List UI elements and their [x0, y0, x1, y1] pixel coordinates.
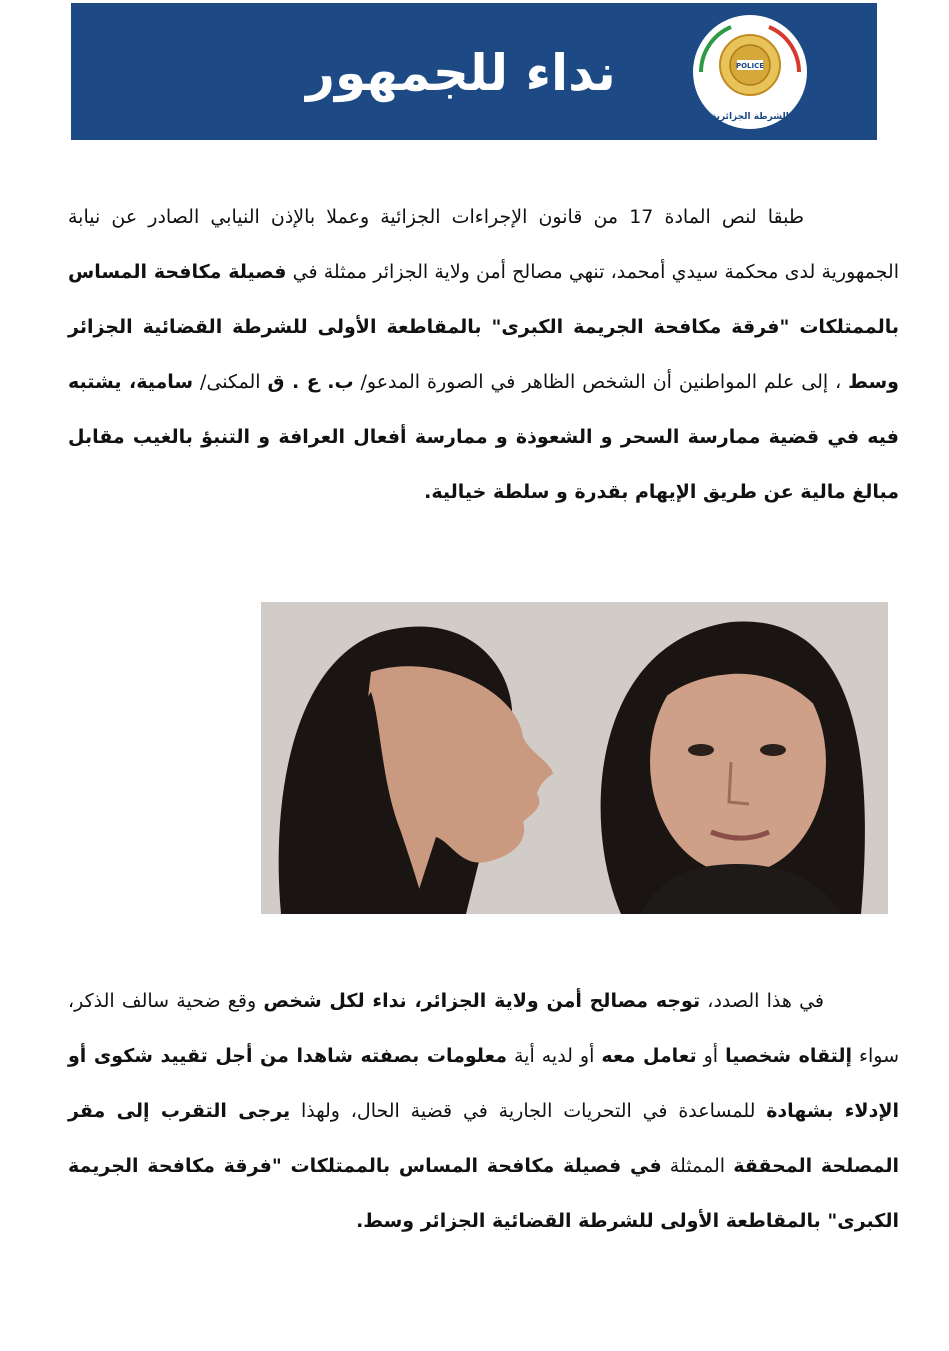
suspect-photo	[261, 602, 888, 914]
emblem-top-text: POLICE	[735, 62, 765, 70]
text-segment: وقع ضحية سالف الذكر، سواء	[68, 990, 899, 1067]
bold-text-segment: تعامل معه	[601, 1045, 697, 1067]
banner-title: نداء للجمهور	[306, 44, 616, 102]
text-segment: ، إلى علم المواطنين أن الشخص الظاهر في الصورة المدعو/	[353, 371, 849, 393]
emblem-bottom-text: الشرطة الجزائرية	[711, 112, 789, 122]
text-segment: أو	[696, 1045, 726, 1067]
bold-suspect-initials: ب. ع . ق	[267, 371, 354, 393]
text-segment: في هذا الصدد،	[700, 990, 825, 1012]
bold-text-segment: معلومات بصفته شاهدا من أجل تقييد شكوى أو الإدلاء بشهادة	[68, 1045, 899, 1122]
announcement-paragraph	[68, 190, 899, 520]
bold-unit-name: فصيلة مكافحة المساس بالممتلكات "فرقة مكافحة الجريمة الكبرى" بالمقاطعة الأولى للشرطة القضائية الجزائر وسط	[68, 261, 899, 393]
call-to-public-paragraph	[68, 974, 899, 1249]
bold-text-segment: توجه مصالح أمن ولاية الجزائر، نداء لكل شخص	[263, 990, 701, 1012]
text-segment: للمساعدة في التحريات الجارية في قضية الحال، ولهذا	[290, 1100, 767, 1122]
police-emblem-icon	[691, 13, 809, 131]
bold-text-segment: يرجى التقرب إلى مقر المصلحة المحققة	[68, 1100, 899, 1177]
bold-unit-name: في فصيلة مكافحة المساس بالممتلكات "فرقة مكافحة الجريمة الكبرى" بالمقاطعة الأولى للشرطة القضائية الجزائر وسط.	[68, 1155, 899, 1232]
bold-accusation: سامية، يشتبه فيه في قضية ممارسة السحر و الشعوذة و ممارسة أفعال العرافة و التنبؤ بالغيب مقابل مبالغ مالية عن طريق الإيهام بقدرة و سلطة خيالية.	[68, 371, 899, 503]
header-banner	[71, 3, 877, 140]
text-segment: طبقا لنص المادة 17 من قانون الإجراءات الجزائية وعملا بالإذن النيابي الصادر عن نيابة الجمهورية لدى محكمة سيدي أمحمد، تنهي مصالح أمن ولاية الجزائر ممثلة في	[68, 206, 899, 283]
bold-text-segment: إلتقاه شخصيا	[725, 1045, 853, 1067]
text-segment: المكنى/	[193, 371, 268, 393]
text-segment: الممثلة	[661, 1155, 734, 1177]
text-segment: أو لديه أية	[507, 1045, 602, 1067]
